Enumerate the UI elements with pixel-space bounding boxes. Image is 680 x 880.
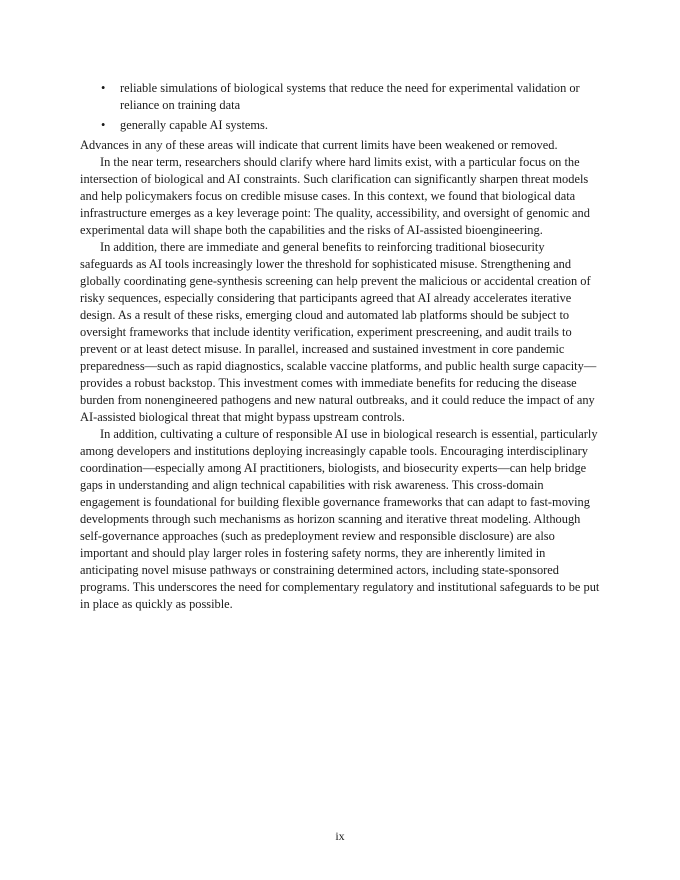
list-item: [80, 80, 600, 114]
bullet-text: reliable simulations of biological systems that reduce the need for experimental validation or reliance on training data: [120, 81, 580, 112]
bullet-icon: •: [101, 118, 106, 132]
bullet-text: generally capable AI systems.: [120, 118, 268, 132]
paragraph-advances: Advances in any of these areas will indicate that current limits have been weakened or removed.: [80, 138, 558, 152]
list-item: [80, 117, 600, 134]
paragraph-safeguards: In addition, there are immediate and general benefits to reinforcing traditional biosecurity safeguards as AI tools increasingly lower the threshold for sophisticated misuse. Strengthening and globally coordinating gene-synthesis screening can help prevent the malicious or accidental creation of risky sequences, especially considering that participants agreed that AI already accelerates iterative design. As a result of these risks, emerging cloud and automated lab platforms should be subject to oversight frameworks that include identity verification, experiment prescreening, and audit trails to prevent or at least detect misuse. In parallel, increased and sustained investment in core pandemic preparedness—such as rapid diagnostics, scalable vaccine platforms, and public health surge capacity—provides a robust backstop. This investment comes with immediate benefits for reducing the disease burden from nonengineered pathogens and new natural outbreaks, and it could reduce the impact of any AI-assisted biological threat that might bypass upstream controls.: [80, 240, 597, 424]
document-body: [80, 80, 600, 613]
paragraph-responsible-ai: In addition, cultivating a culture of responsible AI use in biological research is essential, particularly among developers and institutions deploying increasingly capable tools. Encouraging interdisciplinary coordination—especially among AI practitioners, biologists, and biosecurity experts—can help bridge gaps in understanding and align technical capabilities with risk awareness. This cross-domain engagement is foundational for building flexible governance frameworks that can adapt to fast-moving developments through such mechanisms as horizon scanning and iterative threat modeling. Although self-governance approaches (such as predeployment review and responsible disclosure) are also important and should play larger roles in fostering safety norms, they are inherently limited in anticipating novel misuse pathways or constraining determined actors, including state-sponsored programs. This underscores the need for complementary regulatory and institutional safeguards to be put in place as quickly as possible.: [80, 427, 600, 611]
paragraph-near-term: In the near term, researchers should clarify where hard limits exist, with a particular focus on the intersection of biological and AI constraints. Such clarification can significantly sharpen threat models and help policymakers focus on credible misuse cases. In this context, we found that biological data infrastructure emerges as a key leverage point: The quality, accessibility, and oversight of genomic and experimental data will shape both the capabilities and the risks of AI-assisted bioengineering.: [80, 155, 590, 237]
bullet-icon: •: [101, 81, 106, 95]
page-number: ix: [335, 829, 345, 843]
bullet-list: [80, 80, 600, 134]
